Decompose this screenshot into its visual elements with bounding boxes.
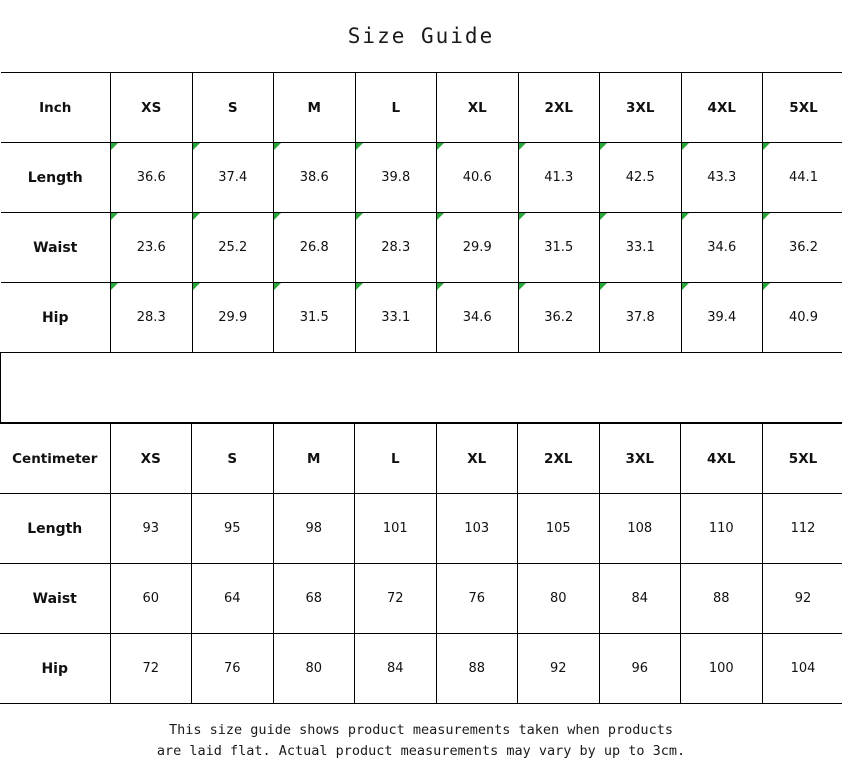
corner-marker-icon — [682, 283, 689, 290]
cell: 36.6 — [111, 143, 193, 213]
cell: 33.1 — [355, 283, 437, 353]
spacer-cell — [1, 353, 842, 423]
cell: 40.6 — [437, 143, 519, 213]
column-header-m: M — [274, 73, 356, 143]
corner-marker-icon — [519, 283, 526, 290]
cell: 72 — [355, 564, 437, 634]
corner-marker-icon — [437, 213, 444, 220]
corner-marker-icon — [356, 283, 363, 290]
cell: 41.3 — [518, 143, 600, 213]
page-title: Size Guide — [0, 0, 842, 72]
cell: 64 — [192, 564, 274, 634]
cell: 36.2 — [763, 213, 842, 283]
column-header-4xl: 4XL — [681, 73, 763, 143]
column-header-s: S — [192, 73, 274, 143]
footer-note — [0, 704, 842, 762]
column-header-xs: XS — [111, 73, 193, 143]
cell: 31.5 — [274, 283, 356, 353]
corner-marker-icon — [193, 283, 200, 290]
cell: 110 — [681, 494, 763, 564]
cell: 72 — [110, 634, 192, 704]
cell: 44.1 — [763, 143, 842, 213]
column-header-2xl: 2XL — [518, 424, 600, 494]
corner-marker-icon — [193, 213, 200, 220]
row-label-hip: Hip — [1, 283, 111, 353]
corner-marker-icon — [274, 143, 281, 150]
column-header-l: L — [355, 424, 437, 494]
cell: 39.4 — [681, 283, 763, 353]
size-table-inch — [0, 72, 842, 423]
corner-marker-icon — [519, 213, 526, 220]
cell: 80 — [518, 564, 600, 634]
cell: 28.3 — [355, 213, 437, 283]
corner-marker-icon — [763, 283, 770, 290]
cell: 40.9 — [763, 283, 842, 353]
cell: 37.8 — [600, 283, 682, 353]
table-header-row — [1, 73, 842, 143]
cell: 95 — [192, 494, 274, 564]
cell: 101 — [355, 494, 437, 564]
corner-marker-icon — [274, 213, 281, 220]
row-label-hip: Hip — [0, 634, 110, 704]
cell: 98 — [273, 494, 355, 564]
cell: 36.2 — [518, 283, 600, 353]
column-header-l: L — [355, 73, 437, 143]
corner-marker-icon — [111, 213, 118, 220]
cell: 112 — [762, 494, 842, 564]
table-header-row — [0, 424, 842, 494]
table-row — [1, 213, 842, 283]
cell: 25.2 — [192, 213, 274, 283]
corner-marker-icon — [763, 143, 770, 150]
cell: 105 — [518, 494, 600, 564]
column-header-2xl: 2XL — [518, 73, 600, 143]
cell: 23.6 — [111, 213, 193, 283]
column-header-xl: XL — [436, 424, 518, 494]
cell: 92 — [762, 564, 842, 634]
cell: 93 — [110, 494, 192, 564]
corner-marker-icon — [682, 213, 689, 220]
corner-marker-icon — [356, 143, 363, 150]
table-spacer-row — [1, 353, 842, 423]
column-header-5xl: 5XL — [763, 73, 842, 143]
corner-marker-icon — [111, 143, 118, 150]
column-header-5xl: 5XL — [762, 424, 842, 494]
cell: 31.5 — [518, 213, 600, 283]
column-header-4xl: 4XL — [681, 424, 763, 494]
unit-header-inch: Inch — [1, 73, 111, 143]
cell: 29.9 — [437, 213, 519, 283]
corner-marker-icon — [519, 143, 526, 150]
table-row — [1, 143, 842, 213]
column-header-xl: XL — [437, 73, 519, 143]
cell: 37.4 — [192, 143, 274, 213]
table-row — [0, 634, 842, 704]
cell: 38.6 — [274, 143, 356, 213]
cell: 84 — [355, 634, 437, 704]
footer-line-2: are laid flat. Actual product measurements may vary by up to 3cm. — [0, 741, 842, 762]
table-row — [0, 494, 842, 564]
row-label-waist: Waist — [1, 213, 111, 283]
cell: 88 — [681, 564, 763, 634]
cell: 33.1 — [600, 213, 682, 283]
cell: 42.5 — [600, 143, 682, 213]
cell: 108 — [599, 494, 681, 564]
row-label-length: Length — [1, 143, 111, 213]
cell: 39.8 — [355, 143, 437, 213]
table-row — [1, 283, 842, 353]
corner-marker-icon — [437, 283, 444, 290]
corner-marker-icon — [600, 143, 607, 150]
corner-marker-icon — [763, 213, 770, 220]
corner-marker-icon — [111, 283, 118, 290]
row-label-length: Length — [0, 494, 110, 564]
cell: 60 — [110, 564, 192, 634]
cell: 84 — [599, 564, 681, 634]
corner-marker-icon — [437, 143, 444, 150]
cell: 34.6 — [681, 213, 763, 283]
column-header-s: S — [192, 424, 274, 494]
cell: 88 — [436, 634, 518, 704]
corner-marker-icon — [193, 143, 200, 150]
cell: 34.6 — [437, 283, 519, 353]
column-header-m: M — [273, 424, 355, 494]
size-table-centimeter — [0, 423, 842, 704]
corner-marker-icon — [274, 283, 281, 290]
table-row — [0, 564, 842, 634]
cell: 28.3 — [111, 283, 193, 353]
cell: 43.3 — [681, 143, 763, 213]
cell: 29.9 — [192, 283, 274, 353]
column-header-3xl: 3XL — [600, 73, 682, 143]
cell: 26.8 — [274, 213, 356, 283]
row-label-waist: Waist — [0, 564, 110, 634]
corner-marker-icon — [356, 213, 363, 220]
cell: 80 — [273, 634, 355, 704]
corner-marker-icon — [600, 283, 607, 290]
corner-marker-icon — [600, 213, 607, 220]
column-header-3xl: 3XL — [599, 424, 681, 494]
cell: 103 — [436, 494, 518, 564]
unit-header-centimeter: Centimeter — [0, 424, 110, 494]
column-header-xs: XS — [110, 424, 192, 494]
cell: 76 — [192, 634, 274, 704]
cell: 100 — [681, 634, 763, 704]
cell: 96 — [599, 634, 681, 704]
footer-line-1: This size guide shows product measurements taken when products — [0, 720, 842, 741]
cell: 92 — [518, 634, 600, 704]
cell: 104 — [762, 634, 842, 704]
cell: 76 — [436, 564, 518, 634]
corner-marker-icon — [682, 143, 689, 150]
cell: 68 — [273, 564, 355, 634]
